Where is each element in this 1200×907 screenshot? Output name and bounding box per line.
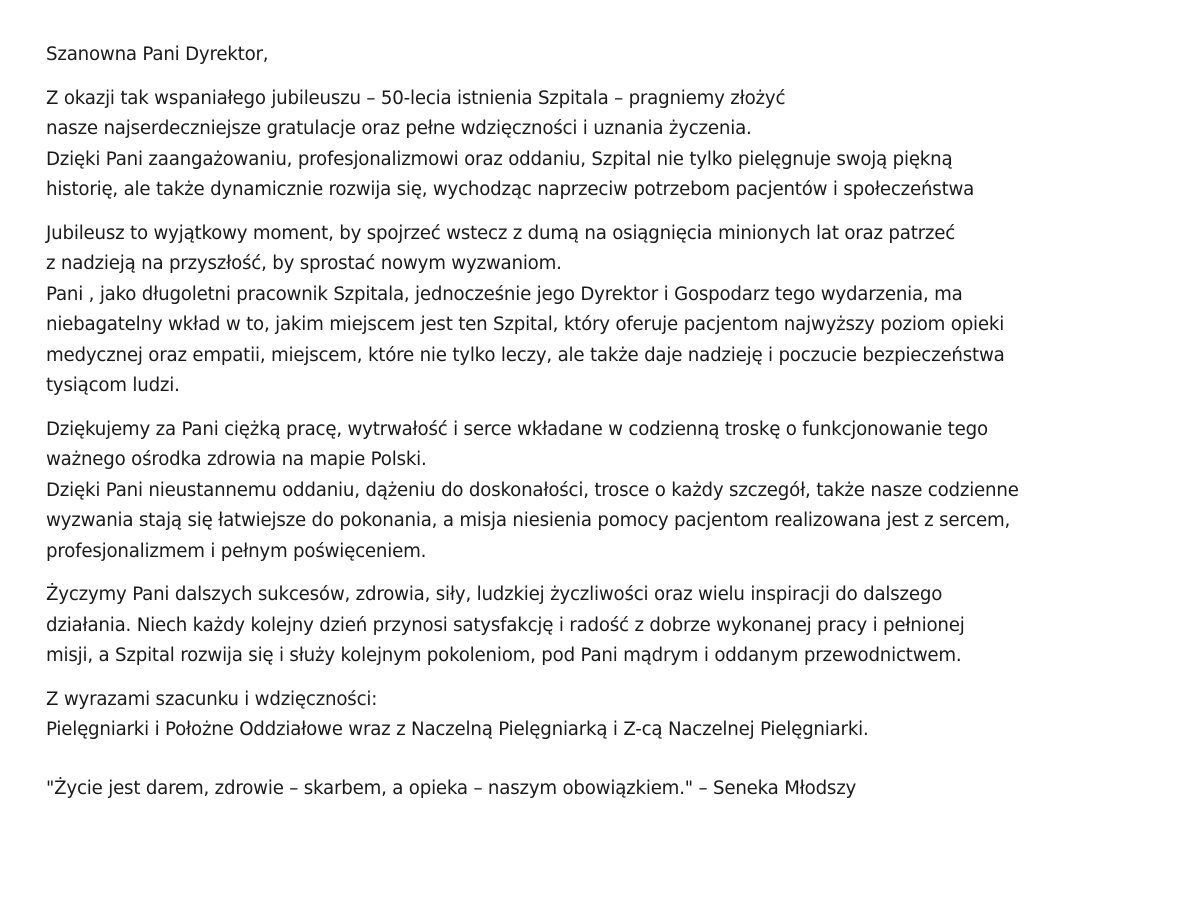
paragraph-line: ważnego ośrodka zdrowia na mapie Polski.: [46, 449, 427, 470]
paragraph-gap: [46, 672, 1171, 685]
paragraph-1: [46, 84, 1171, 206]
paragraph-line: Dziękujemy za Pani ciężką pracę, wytrwałość i serce wkładane w codzienną troskę o funkcjonowanie tego: [46, 418, 988, 440]
closing: Z wyrazami szacunku i wdzięczności:: [46, 688, 378, 710]
paragraph-line: historię, ale także dynamicznie rozwija się, wychodząc naprzeciw potrzebom pacjentów i społeczeństwa: [46, 179, 975, 200]
paragraph-line: tysiącom ludzi.: [46, 375, 180, 396]
paragraph-gap: [46, 567, 1171, 580]
paragraph-4: [46, 580, 1171, 672]
paragraph-line: nasze najserdeczniejsze gratulacje oraz pełne wdzięczności i uznania życzenia.: [46, 118, 752, 139]
paragraph-line: Dzięki Pani zaangażowaniu, profesjonalizmowi oraz oddaniu, Szpital nie tylko pielęgnuje swoją piękną: [46, 148, 953, 170]
paragraph-line: Z okazji tak wspaniałego jubileuszu – 50-lecia istnienia Szpitala – pragniemy złożyć: [46, 87, 786, 109]
paragraph-line: wyzwania stają się łatwiejsze do pokonania, a misja niesienia pomocy pacjentom realizowana jest z sercem,: [46, 510, 1011, 531]
paragraph-line: Życzymy Pani dalszych sukcesów, zdrowia, siły, ludzkiej życzliwości oraz wielu inspiracji do dalszego: [46, 584, 943, 605]
paragraph-line: Dzięki Pani nieustannemu oddaniu, dążeniu do doskonałości, trosce o każdy szczegół, także nasze codzienne: [46, 479, 1019, 501]
paragraph-line: Pani , jako długoletni pracownik Szpitala, jednocześnie jego Dyrektor i Gospodarz tego wydarzenia, ma: [46, 283, 963, 305]
paragraph-line: profesjonalizmem i pełnym poświęceniem.: [46, 540, 427, 562]
paragraph-2: [46, 219, 1171, 402]
letter-body: [46, 40, 1171, 804]
paragraph-line: działania. Niech każdy kolejny dzień przynosi satysfakcję i radość z dobrze wykonanej pracy i pełnionej: [46, 614, 965, 636]
paragraph-gap: [46, 71, 1171, 84]
paragraph-line: misji, a Szpital rozwija się i służy kolejnym pokoleniom, pod Pani mądrym i oddanym przewodnictwem.: [46, 645, 962, 666]
paragraph-line: z nadzieją na przyszłość, by sprostać nowym wyzwaniom.: [46, 253, 562, 274]
paragraph-line: niebagatelny wkład w to, jakim miejscem jest ten Szpital, który oferuje pacjentom najwyższy poziom opieki: [46, 314, 1005, 335]
paragraph-gap: [46, 402, 1171, 415]
signature: Pielęgniarki i Położne Oddziałowe wraz z Naczelną Pielęgniarką i Z-cą Naczelnej Pielęgniarki.: [46, 719, 869, 740]
salutation: Szanowna Pani Dyrektor,: [46, 44, 269, 65]
quote: "Życie jest darem, zdrowie – skarbem, a opieka – naszym obowiązkiem." – Seneka Młodszy: [46, 777, 857, 799]
paragraph-line: medycznej oraz empatii, miejscem, które nie tylko leczy, ale także daje nadzieję i poczucie bezpieczeństwa: [46, 344, 1005, 366]
paragraph-line: Jubileusz to wyjątkowy moment, by spojrzeć wstecz z dumą na osiągnięcia minionych lat oraz patrzeć: [46, 222, 956, 244]
paragraph-gap: [46, 206, 1171, 219]
quote-gap: [46, 746, 1171, 774]
paragraph-3: [46, 415, 1171, 568]
